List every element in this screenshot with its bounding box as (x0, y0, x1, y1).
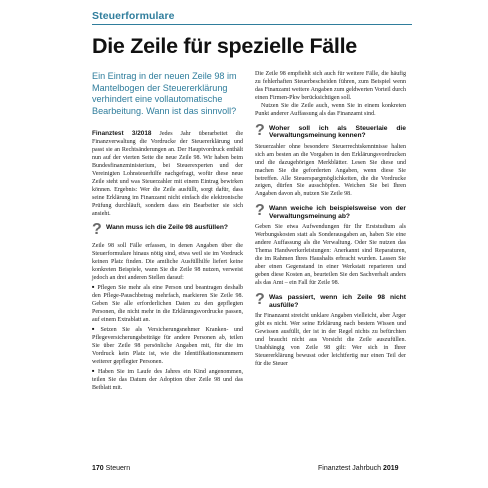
footer-section-label: Steuern (105, 465, 131, 472)
question-mark-icon: ? (255, 291, 265, 309)
body-paragraph: Die Zeile 98 empfiehlt sich auch für weitere Fälle, die häufig zu fehlerhaften Steuerbescheiden führen, zum Beispiel wenn das Finanzamt weitere Angaben zum geldwerten Vorteil durch einen Firmen-Pkw berücksichtigen soll. (255, 71, 406, 101)
page-number: 170 (92, 465, 104, 472)
question-text: Woher soll ich als Steuerlaie die Verwaltungsmeinung kennen? (269, 124, 406, 140)
footer-right (318, 465, 399, 472)
publication-name: Finanztest Jahrbuch (318, 465, 382, 472)
section-label: Steuerformulare (92, 10, 175, 22)
intro-text: Jedes Jahr überarbeitet die Finanzverwaltung die Vordrucke der Steuererklärung und passt sie an Rechtsänderungen an. Der Hauptvordruck enthält nun auf der vierten Seite die neue Zeile 98. Wir haben beim Bundesfinanzministerium, bei Steuerexperten und der Vereinigten Lohnsteuerhilfe nachgefragt, wofür diese neue Zeile steht und was Steuerzahler mit einem Eintrag bewirken können. Ergebnis: Wer die Zeile ausfüllt, sorgt dafür, dass seine Erklärung im Finanzamt nicht einfach die elektronische Prüfung durchläuft, sondern dass ein Bearbeiter sie sich ansieht. (92, 131, 243, 217)
column-left (92, 130, 243, 393)
bullet-item: ■ Haben Sie im Laufe des Jahres ein Kind angenommen, teilen Sie das Datum der Adoption über Zeile 98 und das Beiblatt mit. (92, 367, 243, 393)
source-reference: Finanztest 3/2018 (92, 130, 152, 137)
answer-text: Steuerzahler ohne besondere Steuerrechtskenntnisse halten sich am besten an die Vorgaben in den Erklärungsvordrucken und die dazugehörigen Merkblätter. Lesen Sie diese und machen Sie die geforderten Angaben, wenn diese Sie betreffen. Alle Steuerspargmöglichkeiten, die die Vordrucke zeigen, dürfen Sie ausschöpfen. Weichen Sie bei Ihren Angaben davon ab, nutzen Sie Zeile 98. (255, 143, 406, 198)
page-title: Die Zeile für spezielle Fälle (92, 34, 357, 58)
answer-text: Geben Sie etwa Aufwendungen für Ihr Erststudium als Werbungskosten statt als Sonderausgaben an, haben Sie eine andere Auffassung als die Verwaltung. Oder Sie nutzen das Thema Handwerkerleistungen: Anerkannt sind Reparaturen, die im Rahmen Ihres Haushalts erbracht wurden. Lassen Sie aber einen Gegenstand in einer Werkstatt reparieren und geben diese Kosten an, beurteilen Sie den Sachverhalt anders als das Amt – ein Fall für Zeile 98. (255, 224, 406, 287)
question-heading (255, 291, 406, 311)
lead-paragraph: Ein Eintrag in der neuen Zeile 98 im Mantelbogen der Steuererklärung verhindert eine vollautomatische Bearbeitung. Wann ist das sinnvoll? (92, 71, 237, 116)
section-divider (92, 24, 412, 25)
footer-left (92, 465, 130, 472)
body-paragraph: Nutzen Sie die Zeile auch, wenn Sie in einem konkreten Punkt anderer Auffassung als das Finanzamt sind. (255, 102, 406, 117)
question-heading (255, 121, 406, 142)
bullet-item: ■ Setzen Sie als Versicherungsnehmer Kranken- und Pflegeversicherungsbeiträge für andere Personen ab, teilen Sie über Zeile 98 persönliche Angaben mit, für die im Vordruck kein Platz ist, wie die Identifikationsnummern weiterer gepflegter Personen. (92, 325, 243, 367)
question-mark-icon: ? (255, 202, 265, 220)
column-right (255, 71, 406, 369)
question-text: Wann weiche ich beispielsweise von der Verwaltungsmeinung ab? (269, 205, 406, 220)
question-mark-icon: ? (92, 221, 102, 239)
question-heading (92, 221, 243, 241)
bullet-item: ■ Pflegen Sie mehr als eine Person und beantragen deshalb den Pflege-Pauschbetrag mehrfach, markieren Sie Zeile 98. Geben Sie alle erforderlichen Daten zu den gepflegten Personen, die nicht mehr in die Erklärungsvordrucke passen, auf einem Extrablatt an. (92, 283, 243, 325)
publication-year: 2019 (383, 465, 399, 472)
answer-text: Ihr Finanzamt streicht unklare Angaben vielleicht, aber Ärger gibt es nicht. Wer seine Erklärung nach bestem Wissen und Gewissen ausfüllt, der ist in der Regel nichts zu befürchten und braucht nicht aus Vorsicht die Zeile auszufüllen. Unabhängig von Zeile 98 gilt: Wer sich in Ihrer Steuererklärung bewusst oder leichtfertig nur einen Teil der für die Steuer (255, 313, 406, 367)
question-heading (255, 202, 406, 222)
question-text: Was passiert, wenn ich Zeile 98 nicht ausfülle? (269, 294, 406, 309)
question-text: Wann muss ich die Zeile 98 ausfüllen? (106, 224, 229, 232)
question-mark-icon: ? (255, 121, 265, 139)
answer-text: Zeile 98 soll Fälle erfassen, in denen Angaben über die Steuerformulare hinaus nötig sind, etwa weil sie im Vordruck keinen Platz finden. Die amtliche Ausfüllhilfe liefert keine konkreten Beispiele, wann Sie die Zeile 98 nutzen, verweist jedoch an drei anderen Stellen darauf: (92, 243, 243, 282)
